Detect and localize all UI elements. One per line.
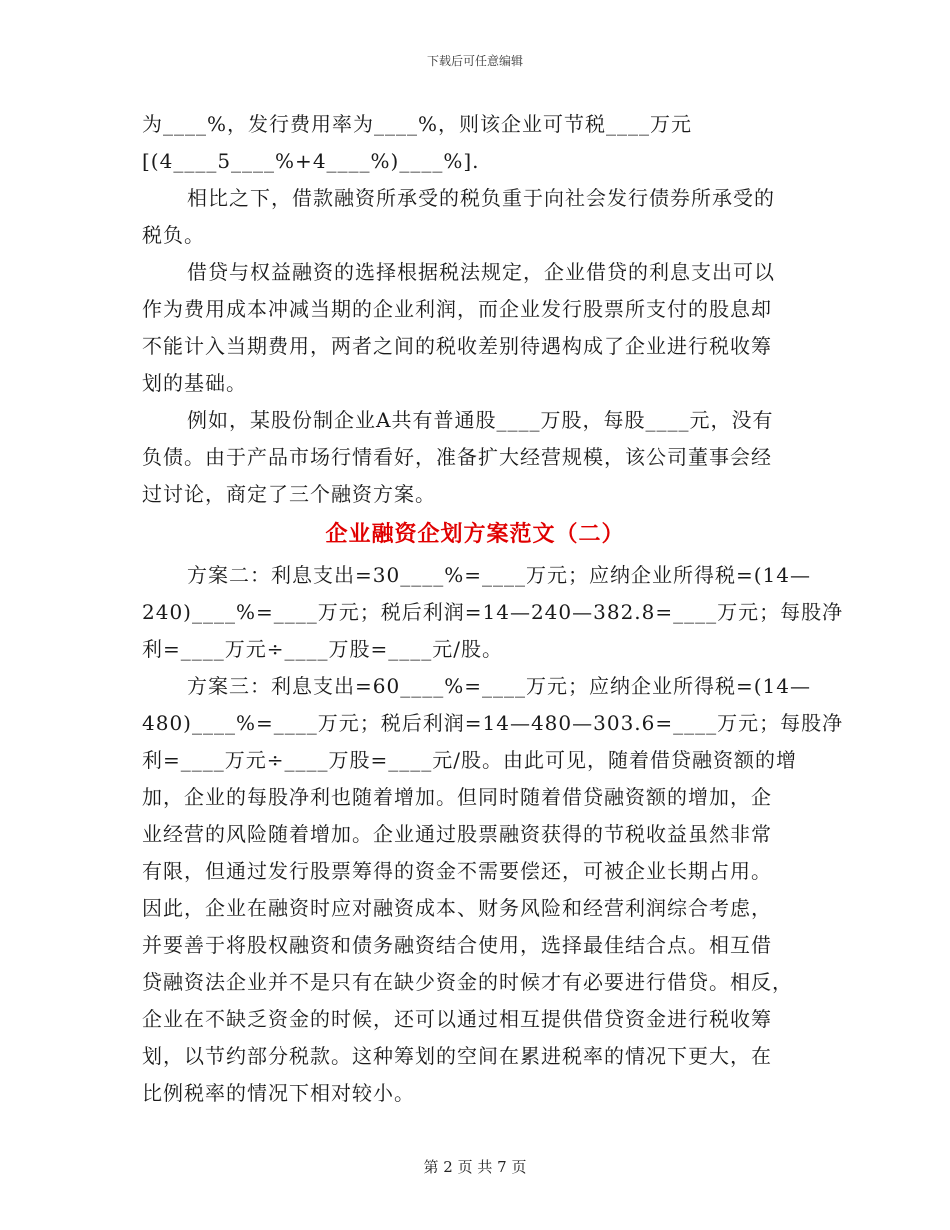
paragraph-line: 240)____%=____万元；税后利润=14—240—382.8=____万元；每股净 xyxy=(142,600,844,624)
paragraph-line: 加，企业的每股净利也随着增加。但同时随着借贷融资额的增加，企 xyxy=(142,785,772,809)
paragraph-line: 划，以节约部分税款。这种筹划的空间在累进税率的情况下更大，在 xyxy=(142,1044,772,1068)
paragraph-line: 税负。 xyxy=(142,223,205,247)
paragraph-line: 有限，但通过发行股票筹得的资金不需要偿还，可被企业长期占用。 xyxy=(142,859,772,883)
page-footer: 第 2 页 共 7 页 xyxy=(423,1158,527,1176)
paragraph-line: 方案三：利息支出=60____%=____万元；应纳企业所得税=(14— xyxy=(187,674,811,698)
text-line: 为____%，发行费用率为____%，则该企业可节税____万元 xyxy=(142,112,693,136)
paragraph-line: 企业在不缺乏资金的时候，还可以通过相互提供借贷资金进行税收筹 xyxy=(142,1007,772,1031)
paragraph-line: 划的基础。 xyxy=(142,371,247,395)
paragraph-line: 借贷与权益融资的选择根据税法规定，企业借贷的利息支出可以 xyxy=(187,260,775,284)
paragraph-line: 利=____万元÷____万股=____元/股。 xyxy=(142,637,504,661)
paragraph-line: 作为费用成本冲减当期的企业利润，而企业发行股票所支付的股息却 xyxy=(142,297,772,321)
paragraph-line: 并要善于将股权融资和债务融资结合使用，选择最佳结合点。相互借 xyxy=(142,933,772,957)
section-title: 企业融资企划方案范文（二） xyxy=(325,522,625,547)
paragraph-line: 方案二：利息支出=30____%=____万元；应纳企业所得税=(14— xyxy=(187,563,811,587)
paragraph-line: 例如，某股份制企业A共有普通股____万股，每股____元，没有 xyxy=(187,408,774,432)
text-line: [(4____5____%+4____%)____%]. xyxy=(142,149,480,173)
paragraph-line: 不能计入当期费用，两者之间的税收差别待遇构成了企业进行税收筹 xyxy=(142,334,772,358)
paragraph-line: 贷融资法企业并不是只有在缺少资金的时候才有必要进行借贷。相反， xyxy=(142,970,793,994)
document-body xyxy=(142,106,844,1112)
paragraph-line: 利=____万元÷____万股=____元/股。由此可见，随着借贷融资额的增 xyxy=(142,748,798,772)
paragraph-line: 因此，企业在融资时应对融资成本、财务风险和经营利润综合考虑， xyxy=(142,896,772,920)
paragraph-line: 业经营的风险随着增加。企业通过股票融资获得的节税收益虽然非常 xyxy=(142,822,772,846)
paragraph-line: 480)____%=____万元；税后利润=14—480—303.6=____万元；每股净 xyxy=(142,711,844,735)
page-header: 下载后可任意编辑 xyxy=(426,54,523,68)
paragraph-line: 过讨论，商定了三个融资方案。 xyxy=(142,482,436,506)
paragraph-line: 相比之下，借款融资所承受的税负重于向社会发行债券所承受的 xyxy=(187,186,775,210)
paragraph-line: 负债。由于产品市场行情看好，准备扩大经营规模，该公司董事会经 xyxy=(142,445,772,469)
paragraph-line: 比例税率的情况下相对较小。 xyxy=(142,1081,415,1105)
